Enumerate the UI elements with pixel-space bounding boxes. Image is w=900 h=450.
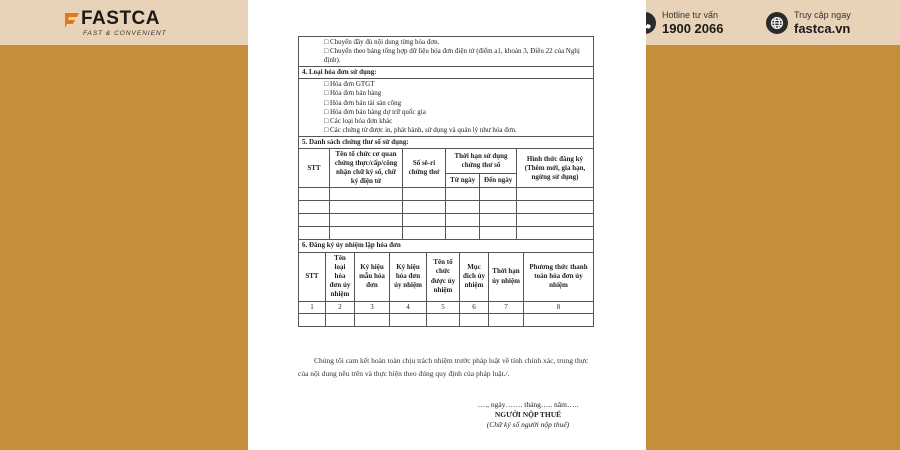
column-number: 5	[427, 301, 460, 313]
intro-line: □ Chuyển theo bảng tổng hợp dữ liệu hóa đơn điện tử (điểm a1, khoản 3, Điều 22 của Nghị định).	[324, 47, 580, 65]
cert-header-period: Thời hạn sử dụng chứng thư số	[446, 149, 517, 174]
website-url[interactable]: fastca.vn	[794, 21, 851, 36]
column-number: 7	[489, 301, 524, 313]
cert-header-from: Từ ngày	[446, 174, 480, 188]
hotline-number[interactable]: 1900 2066	[662, 21, 724, 36]
website-label: Truy cập ngay	[794, 10, 851, 20]
document-page	[248, 0, 646, 450]
auth-header: Mục đích ủy nhiệm	[460, 252, 489, 301]
invoice-type-option: □ Hóa đơn bán tài sản công	[324, 98, 402, 107]
column-number: 6	[460, 301, 489, 313]
column-number: 2	[326, 301, 355, 313]
signature-title: NGƯỜI NỘP THUẾ	[494, 410, 562, 420]
auth-header: Tên loại hóa đơn ủy nhiệm	[326, 252, 355, 301]
auth-header: Ký hiệu mẫu hóa đơn	[355, 252, 390, 301]
authorization-table	[298, 252, 594, 327]
column-number: 1	[299, 301, 326, 313]
table-row	[299, 214, 594, 227]
table-row	[299, 188, 594, 201]
invoice-type-option: □ Hóa đơn GTGT	[324, 80, 375, 89]
invoice-type-option: □ Các loại hóa đơn khác	[324, 116, 393, 125]
table-row	[299, 301, 594, 313]
auth-header: Phương thức thanh toán hóa đơn ủy nhiệm	[524, 252, 594, 301]
sec4-title: 4. Loại hóa đơn sử dụng:	[299, 67, 594, 79]
sec5-title: 5. Danh sách chứng thư số sử dụng:	[299, 136, 594, 148]
intro-section	[299, 37, 594, 67]
form-content	[298, 36, 594, 327]
cert-header-form: Hình thức đăng ký (Thêm mới, gia hạn, ngừng sử dụng)	[517, 149, 594, 188]
sec4-options	[299, 79, 594, 137]
pledge-text: Chúng tôi cam kết hoàn toàn chịu trách nhiệm trước pháp luật về tính chính xác, trung thực của nội dung nêu trên và thực hiện theo đúng quy định của pháp luật./.	[298, 356, 589, 379]
form-table	[298, 36, 594, 149]
sec6-title: 6. Đăng ký ủy nhiệm lập hóa đơn	[299, 240, 594, 252]
cert-header-org: Tên tổ chức cơ quan chứng thực/cấp/công nhận chữ ký số, chữ ký điện tử	[330, 149, 403, 188]
auth-header: Tên tổ chức được ủy nhiệm	[427, 252, 460, 301]
column-number: 8	[524, 301, 594, 313]
invoice-type-option: □ Hóa đơn bán hàng dự trữ quốc gia	[324, 107, 426, 116]
cert-header-to: Đến ngày	[480, 174, 517, 188]
website-block[interactable]	[766, 8, 886, 38]
auth-header: Thời hạn ủy nhiệm	[489, 252, 524, 301]
invoice-type-option: □ Các chứng từ được in, phát hành, sử dụng và quản lý như hóa đơn.	[324, 125, 517, 134]
table-row	[299, 313, 594, 326]
certificate-table	[298, 148, 594, 252]
cert-header-serial: Số sê-ri chứng thư	[403, 149, 446, 188]
invoice-type-option: □ Hóa đơn bán hàng	[324, 89, 382, 98]
signature-date: …., ngày……. tháng….. năm…..	[477, 400, 579, 409]
intro-line: □ Chuyển đầy đủ nội dung từng hóa đơn.	[324, 38, 440, 46]
logo-mark-icon	[63, 11, 81, 29]
globe-icon	[766, 12, 788, 34]
hotline-block[interactable]	[634, 8, 744, 38]
brand-name: FASTCA	[81, 8, 160, 29]
column-number: 4	[390, 301, 427, 313]
brand-tagline: FAST & CONVENIENT	[83, 30, 167, 37]
signature-note: (Chữ ký số người nộp thuế)	[486, 420, 570, 430]
cert-header-stt: STT	[299, 149, 330, 188]
column-number: 3	[355, 301, 390, 313]
signature-block	[448, 400, 608, 430]
hotline-label: Hotline tư vấn	[662, 10, 719, 20]
table-row	[299, 227, 594, 240]
auth-header: Ký hiệu hóa đơn ủy nhiệm	[390, 252, 427, 301]
table-row	[299, 201, 594, 214]
auth-header: STT	[299, 252, 326, 301]
